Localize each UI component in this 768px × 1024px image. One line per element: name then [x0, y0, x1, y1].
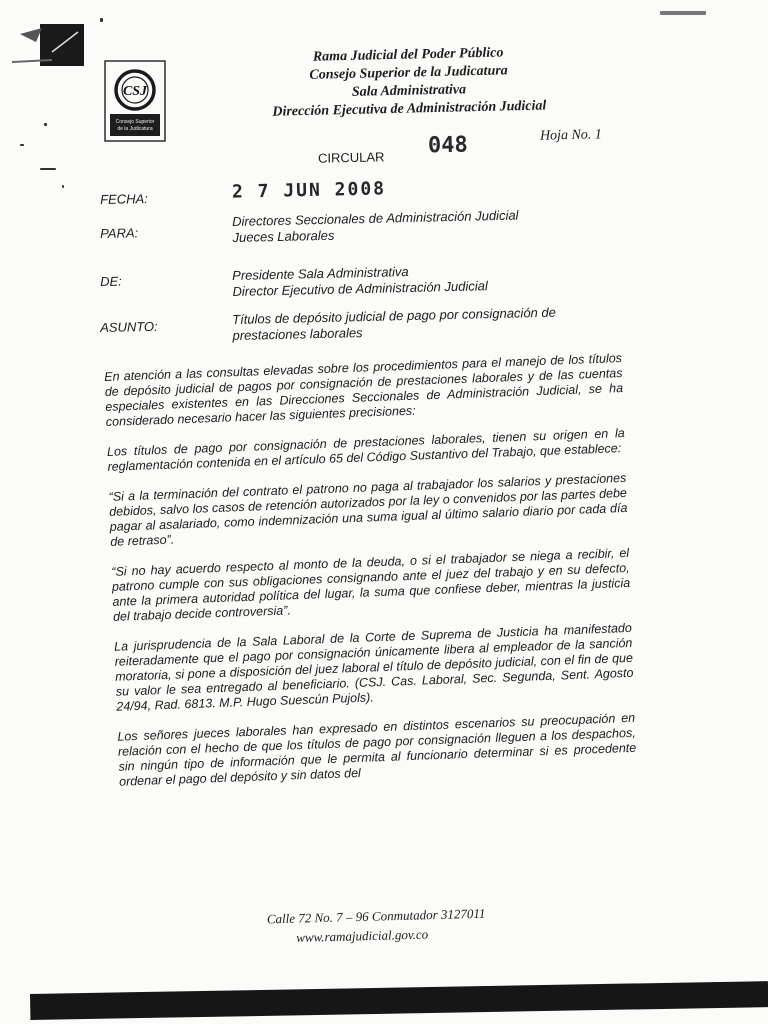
- asunto-line-1: Títulos de depósito judicial de pago por consignación de: [232, 304, 557, 327]
- scan-speck: [20, 144, 24, 146]
- fecha-label: FECHA:: [100, 191, 148, 207]
- letterhead: [258, 43, 560, 122]
- corner-scan-mark: [12, 24, 84, 68]
- quote-paragraph-1: “Si a la terminación del contrato el patrono no paga al trabajador los salarios y prestaciones debidos, salvo los casos de retención autorizados por la ley o convenidos por las partes debe pagar al asalariado, como indemnización una suma igual al último salario diario por cada día de retraso”.: [108, 470, 628, 549]
- document-body: [104, 351, 638, 805]
- para-line-1: Directores Seccionales de Administración Judicial: [232, 207, 519, 229]
- para-label: PARA:: [100, 225, 139, 241]
- para-line-2: Jueces Laborales: [232, 227, 335, 245]
- paragraph-4: Los señores jueces laborales han expresado en distintos escenarios su preocupación en relación con el hecho de que los títulos de pago por consignación lleguen a los despachos, sin ningún tipo de información que le permita al funcionario determinar si es procedente ordenar el pago del depósito y sin datos del: [117, 710, 637, 789]
- footer-website: www.ramajudicial.gov.co: [296, 926, 429, 945]
- date-stamp: 2 7 JUN 2008: [231, 178, 387, 203]
- letterhead-line-1: Rama Judicial del Poder Público: [312, 45, 504, 65]
- letterhead-line-2: Consejo Superior de la Judicatura: [309, 63, 508, 83]
- paragraph-3: La jurisprudencia de la Sala Laboral de la Corte de Suprema de Justicia ha manifestado reiteradamente que el pago por consignación únicamente libera al empleador de la sanción moratoria, si pone a disposición del juez laboral el título de depósito judicial, con el fin de que su valor le sea entregado al beneficiario. (CSJ. Cas. Laboral, Sec. Segunda, Sent. Agosto 24/94, Rad. 6813. M.P. Hugo Suescún Pujols).: [113, 620, 634, 714]
- circular-number: 048: [427, 132, 469, 159]
- scan-speck: [62, 185, 64, 188]
- circular-label: CIRCULAR: [317, 149, 385, 166]
- paragraph-2: Los títulos de pago por consignación de prestaciones laborales, tienen su origen en la reglamentación contenida en el artículo 65 del Código Sustantivo del Trabajo, que establece:: [106, 425, 625, 474]
- de-line-1: Presidente Sala Administrativa: [232, 263, 409, 283]
- svg-text:de la Judicatura: de la Judicatura: [117, 126, 153, 132]
- asunto-label: ASUNTO:: [100, 318, 158, 335]
- scan-speck: [660, 11, 706, 15]
- de-line-2: Director Ejecutivo de Administración Judicial: [232, 278, 488, 299]
- para-value: [232, 205, 613, 246]
- asunto-line-2: prestaciones laborales: [232, 325, 363, 343]
- scan-speck: [44, 123, 47, 126]
- de-label: DE:: [100, 273, 122, 289]
- svg-text:Consejo Superior: Consejo Superior: [115, 119, 155, 125]
- de-value: [232, 259, 613, 300]
- quote-paragraph-2: “Si no hay acuerdo respecto al monto de la deuda, o si el trabajador se niega a recibir, el patrono cumple con sus obligaciones consignando ante el juez del trabajo y en su defecto, ante la primera autoridad política del lugar, la suma que confiese deber, mientras la justicia del trabajo decide controversia”.: [111, 545, 631, 624]
- paragraph-1: En atención a las consultas elevadas sobre los procedimientos para el manejo de los títulos de depósito judicial de pagos por consignación de prestaciones laborales y de las cuentas especiales existentes en las Direcciones Seccionales de Administración Judicial, se ha considerado necesario hacer las siguientes precisiones:: [104, 351, 624, 429]
- asunto-value: [232, 303, 613, 344]
- svg-text:CSJ: CSJ: [122, 84, 148, 99]
- letterhead-line-4: Dirección Ejecutiva de Administración Judicial: [272, 98, 547, 120]
- scan-speck: [40, 168, 56, 170]
- letterhead-line-3: Sala Administrativa: [351, 82, 467, 100]
- page-number: Hoja No. 1: [539, 127, 602, 144]
- scan-edge-bar: [30, 981, 768, 1020]
- csj-logo: [104, 60, 166, 142]
- footer-address: Calle 72 No. 7 – 96 Conmutador 3127011: [266, 905, 486, 927]
- scan-speck: [100, 18, 103, 22]
